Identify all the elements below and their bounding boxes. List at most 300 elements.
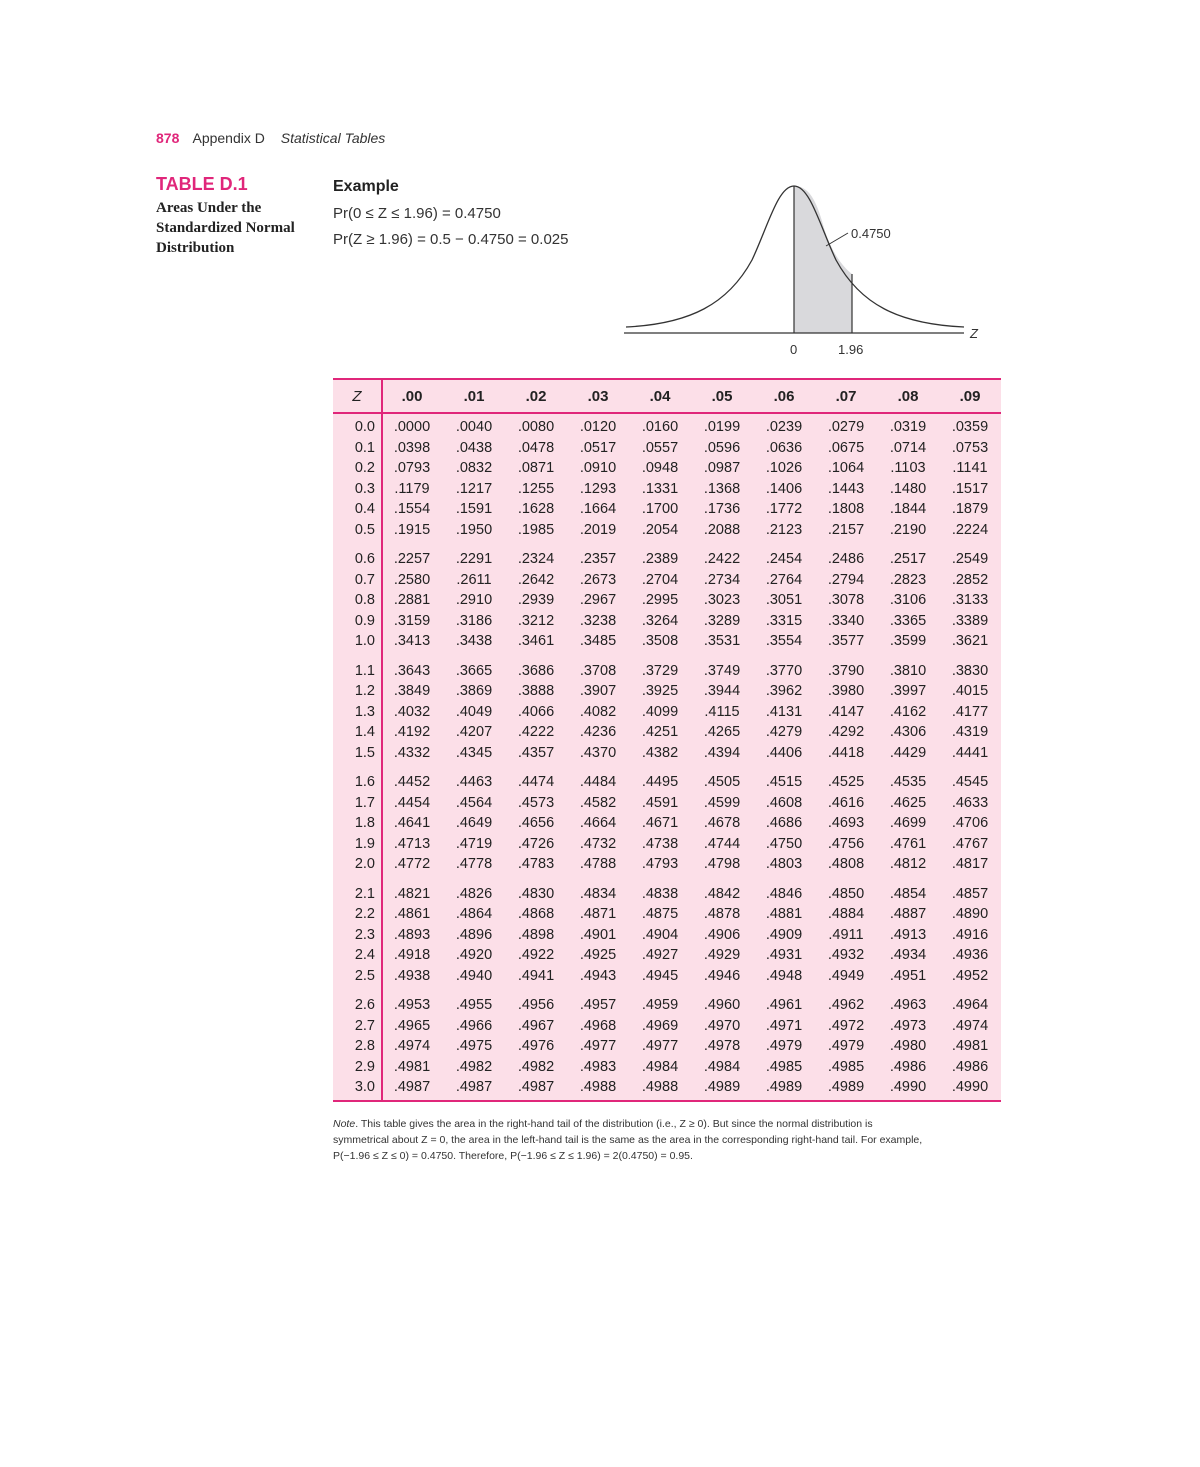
area-value-cell: .3621	[951, 633, 989, 650]
area-value-cell: .0675	[827, 439, 865, 456]
area-value-cell: .4966	[455, 1017, 493, 1034]
z-value-cell: 1.2	[354, 683, 375, 700]
area-value-cell: .4985	[765, 1058, 803, 1075]
area-value-cell: .0517	[579, 439, 617, 456]
area-value-cell: .4738	[641, 835, 679, 852]
area-value-cell: .0596	[703, 439, 741, 456]
area-label: 0.4750	[851, 226, 891, 241]
area-value-cell: .4452	[393, 774, 431, 791]
area-value-cell: .4864	[455, 906, 493, 923]
area-value-cell: .4394	[703, 744, 741, 761]
area-value-cell: .4974	[951, 1017, 989, 1034]
table-row	[333, 520, 1001, 541]
area-value-cell: .1103	[890, 460, 926, 477]
area-value-cell: .3051	[765, 592, 803, 609]
table-row	[333, 925, 1001, 946]
area-value-cell: .1217	[455, 480, 493, 497]
area-value-cell: .4463	[455, 774, 493, 791]
area-value-cell: .3749	[703, 662, 741, 679]
area-value-cell: .3531	[703, 633, 741, 650]
area-value-cell: .4850	[827, 885, 865, 902]
running-head	[156, 130, 385, 146]
area-value-cell: .4099	[641, 703, 679, 720]
area-value-cell: .4803	[765, 856, 803, 873]
area-value-cell: .3997	[889, 683, 927, 700]
area-value-cell: .4649	[455, 815, 493, 832]
table-row	[333, 875, 1001, 905]
area-value-cell: .4951	[889, 967, 927, 984]
area-value-cell: .4974	[393, 1038, 431, 1055]
area-value-cell: .4545	[951, 774, 989, 791]
z-value-cell: 0.9	[354, 612, 375, 629]
area-value-cell: .4713	[393, 835, 431, 852]
area-value-cell: .4857	[951, 885, 989, 902]
area-value-cell: .4987	[517, 1079, 555, 1096]
area-value-cell: .4989	[765, 1079, 803, 1096]
area-value-cell: .4406	[765, 744, 803, 761]
area-value-cell: .4936	[951, 947, 989, 964]
table-row	[333, 945, 1001, 966]
area-value-cell: .4633	[951, 794, 989, 811]
area-value-cell: .4904	[641, 926, 679, 943]
z-value-cell: 0.2	[354, 460, 375, 477]
area-value-cell: .4906	[703, 926, 741, 943]
area-value-cell: .3830	[951, 662, 989, 679]
area-value-cell: .4656	[517, 815, 555, 832]
area-value-cell: .4599	[703, 794, 741, 811]
table-row	[333, 413, 1001, 438]
area-value-cell: .4744	[703, 835, 741, 852]
z-value-cell: 2.0	[354, 856, 375, 873]
area-value-cell: .4922	[517, 947, 555, 964]
table-row	[333, 652, 1001, 682]
z-value-cell: 1.3	[354, 703, 375, 720]
area-value-cell: .4279	[765, 724, 803, 741]
area-value-cell: .4838	[641, 885, 679, 902]
area-value-cell: .3708	[579, 662, 617, 679]
area-value-cell: .4946	[703, 967, 741, 984]
area-value-cell: .4177	[951, 703, 989, 720]
area-value-cell: .2881	[393, 592, 431, 609]
area-value-cell: .1406	[765, 480, 803, 497]
column-header: .06	[773, 388, 795, 405]
area-value-cell: .4788	[579, 856, 617, 873]
area-value-cell: .0478	[517, 439, 555, 456]
area-value-cell: .4693	[827, 815, 865, 832]
example-line-1: Pr(0 ≤ Z ≤ 1.96) = 0.4750	[333, 205, 501, 222]
area-value-cell: .4981	[951, 1038, 989, 1055]
area-value-cell: .4952	[951, 967, 989, 984]
area-value-cell: .4834	[579, 885, 617, 902]
area-value-cell: .4956	[517, 997, 555, 1014]
z-value-cell: 0.4	[354, 501, 375, 518]
area-value-cell: .4625	[889, 794, 927, 811]
table-row	[333, 479, 1001, 500]
area-value-cell: .4292	[827, 724, 865, 741]
area-value-cell: .0398	[393, 439, 431, 456]
area-value-cell: .2852	[951, 571, 989, 588]
area-value-cell: .3289	[703, 612, 741, 629]
area-value-cell: .4986	[951, 1058, 989, 1075]
area-value-cell: .1480	[889, 480, 927, 497]
area-value-cell: .3577	[827, 633, 865, 650]
example-title: Example	[333, 178, 399, 195]
area-value-cell: .4726	[517, 835, 555, 852]
area-leader	[826, 233, 848, 246]
area-value-cell: .4664	[579, 815, 617, 832]
z-value-cell: 1.5	[354, 744, 375, 761]
area-value-cell: .4370	[579, 744, 617, 761]
area-value-cell: .4934	[889, 947, 927, 964]
area-value-cell: .0000	[393, 419, 431, 436]
table-row	[333, 590, 1001, 611]
area-value-cell: .3106	[889, 592, 927, 609]
area-value-cell: .4732	[579, 835, 617, 852]
area-value-cell: .4901	[579, 926, 617, 943]
area-value-cell: .4980	[889, 1038, 927, 1055]
area-value-cell: .3023	[703, 592, 741, 609]
area-value-cell: .0753	[951, 439, 989, 456]
area-value-cell: .2823	[889, 571, 927, 588]
area-value-cell: .1736	[703, 501, 741, 518]
z-value-cell: 1.9	[354, 835, 375, 852]
note-label: Note	[333, 1118, 356, 1130]
area-value-cell: .3238	[579, 612, 617, 629]
z-value-cell: 1.4	[354, 724, 375, 741]
z-value-cell: 0.3	[354, 480, 375, 497]
z-value-cell: 2.7	[354, 1017, 375, 1034]
z-value-cell: 1.1	[354, 662, 375, 679]
column-header: .04	[649, 388, 671, 405]
area-value-cell: .3599	[889, 633, 927, 650]
area-value-cell: .0160	[641, 419, 679, 436]
table-row	[333, 702, 1001, 723]
area-value-cell: .4564	[455, 794, 493, 811]
area-value-cell: .1026	[765, 460, 803, 477]
area-value-cell: .4971	[765, 1017, 803, 1034]
area-value-cell: .4979	[827, 1038, 865, 1055]
area-value-cell: .4898	[517, 926, 555, 943]
area-value-cell: .2673	[579, 571, 617, 588]
area-value-cell: .2357	[579, 551, 617, 568]
column-header: .03	[587, 388, 609, 405]
area-value-cell: .4332	[393, 744, 431, 761]
area-value-cell: .1517	[951, 480, 989, 497]
area-value-cell: .4854	[889, 885, 927, 902]
z-value-cell: 3.0	[354, 1079, 375, 1096]
area-value-cell: .3962	[765, 683, 803, 700]
area-value-cell: .0080	[517, 419, 555, 436]
area-value-cell: .0040	[455, 419, 493, 436]
area-value-cell: .4641	[393, 815, 431, 832]
area-value-cell: .3770	[765, 662, 803, 679]
z-value-cell: 2.9	[354, 1058, 375, 1075]
column-header: .07	[835, 388, 857, 405]
z-value-cell: 2.6	[354, 997, 375, 1014]
area-value-cell: .4251	[641, 724, 679, 741]
area-value-cell: .2123	[765, 521, 803, 538]
area-value-cell: .1664	[579, 501, 617, 518]
area-value-cell: .2454	[765, 551, 803, 568]
table-row	[333, 722, 1001, 743]
area-value-cell: .2995	[641, 592, 679, 609]
table-row	[333, 763, 1001, 793]
area-value-cell: .4686	[765, 815, 803, 832]
area-value-cell: .3264	[641, 612, 679, 629]
area-value-cell: .1331	[641, 480, 679, 497]
table-row	[333, 904, 1001, 925]
area-value-cell: .4988	[579, 1079, 617, 1096]
area-value-cell: .3810	[889, 662, 927, 679]
z-value-cell: 2.3	[354, 926, 375, 943]
area-value-cell: .4846	[765, 885, 803, 902]
z-value-cell: 0.8	[354, 592, 375, 609]
table-row	[333, 986, 1001, 1016]
area-value-cell: .4970	[703, 1017, 741, 1034]
area-value-cell: .0199	[703, 419, 741, 436]
corner-cell: Z	[352, 388, 362, 405]
area-value-cell: .0359	[951, 419, 989, 436]
table-row	[333, 793, 1001, 814]
z-value-cell: 1.6	[354, 774, 375, 791]
area-value-cell: .4812	[889, 856, 927, 873]
area-value-cell: .4767	[951, 835, 989, 852]
area-value-cell: .2794	[827, 571, 865, 588]
column-header: .09	[959, 388, 981, 405]
area-value-cell: .2611	[456, 571, 492, 588]
area-value-cell: .4953	[393, 997, 431, 1014]
table-row	[333, 813, 1001, 834]
area-value-cell: .4756	[827, 835, 865, 852]
area-value-cell: .3461	[517, 633, 555, 650]
area-value-cell: .1443	[827, 480, 865, 497]
area-value-cell: .4793	[641, 856, 679, 873]
shaded-area	[794, 186, 852, 333]
table-row	[333, 631, 1001, 652]
area-value-cell: .4911	[828, 926, 864, 943]
table-label: TABLE D.1	[156, 174, 248, 194]
area-value-cell: .2088	[703, 521, 741, 538]
area-value-cell: .4938	[393, 967, 431, 984]
area-value-cell: .0793	[393, 460, 431, 477]
area-value-cell: .4115	[704, 703, 740, 720]
area-value-cell: .4049	[455, 703, 493, 720]
z-value-cell: 1.8	[354, 815, 375, 832]
area-value-cell: .2190	[889, 521, 927, 538]
area-value-cell: .4981	[393, 1058, 431, 1075]
area-value-cell: .4990	[889, 1079, 927, 1096]
area-value-cell: .2642	[517, 571, 555, 588]
area-value-cell: .0239	[765, 419, 803, 436]
z-value-cell: 2.5	[354, 967, 375, 984]
area-value-cell: .1985	[517, 521, 555, 538]
area-value-cell: .4979	[765, 1038, 803, 1055]
area-value-cell: .4750	[765, 835, 803, 852]
area-value-cell: .4925	[579, 947, 617, 964]
area-value-cell: .4706	[951, 815, 989, 832]
area-value-cell: .0910	[579, 460, 617, 477]
area-value-cell: .4591	[641, 794, 679, 811]
area-value-cell: .4977	[641, 1038, 679, 1055]
area-value-cell: .4972	[827, 1017, 865, 1034]
area-value-cell: .3389	[951, 612, 989, 629]
area-value-cell: .4983	[579, 1058, 617, 1075]
area-value-cell: .4963	[889, 997, 927, 1014]
area-value-cell: .4783	[517, 856, 555, 873]
normal-curve-svg	[620, 176, 990, 366]
z-table	[333, 378, 1001, 1102]
z-value-cell: 2.1	[354, 885, 375, 902]
area-value-cell: .4887	[889, 906, 927, 923]
table-row	[333, 854, 1001, 875]
area-value-cell: .1915	[393, 521, 431, 538]
area-value-cell: .4871	[579, 906, 617, 923]
area-value-cell: .4525	[827, 774, 865, 791]
table-note	[333, 1116, 1001, 1164]
area-value-cell: .2422	[703, 551, 741, 568]
area-value-cell: .4066	[517, 703, 555, 720]
area-value-cell: .3944	[703, 683, 741, 700]
area-value-cell: .1179	[394, 480, 430, 497]
area-value-cell: .0948	[641, 460, 679, 477]
area-value-cell: .4878	[703, 906, 741, 923]
area-value-cell: .0871	[517, 460, 555, 477]
area-value-cell: .3980	[827, 683, 865, 700]
area-value-cell: .4418	[827, 744, 865, 761]
area-value-cell: .3888	[517, 683, 555, 700]
area-value-cell: .2580	[393, 571, 431, 588]
table-row	[333, 611, 1001, 632]
area-value-cell: .1591	[455, 501, 493, 518]
area-value-cell: .4265	[703, 724, 741, 741]
area-value-cell: .4984	[641, 1058, 679, 1075]
area-value-cell: .3925	[641, 683, 679, 700]
area-value-cell: .4162	[889, 703, 927, 720]
area-value-cell: .4989	[827, 1079, 865, 1096]
area-value-cell: .2019	[579, 521, 617, 538]
area-value-cell: .1950	[455, 521, 493, 538]
area-value-cell: .4948	[765, 967, 803, 984]
area-value-cell: .4929	[703, 947, 741, 964]
area-value-cell: .4893	[393, 926, 431, 943]
area-value-cell: .4949	[827, 967, 865, 984]
area-value-cell: .0438	[455, 439, 493, 456]
z-value-cell: 0.6	[354, 551, 375, 568]
subsection-title: Statistical Tables	[280, 130, 386, 146]
area-value-cell: .3907	[579, 683, 617, 700]
note-line-3: P(−1.96 ≤ Z ≤ 0) = 0.4750. Therefore, P(−1.96 ≤ Z ≤ 1.96) = 2(0.4750) = 0.95.	[333, 1150, 693, 1162]
z-value-cell: 2.4	[354, 947, 375, 964]
area-value-cell: .4761	[889, 835, 927, 852]
area-value-cell: .4495	[641, 774, 679, 791]
area-value-cell: .3485	[579, 633, 617, 650]
area-value-cell: .4985	[827, 1058, 865, 1075]
z-value-cell: 0.0	[354, 419, 375, 436]
area-value-cell: .4987	[455, 1079, 493, 1096]
area-value-cell: .4719	[455, 835, 493, 852]
area-value-cell: .4826	[455, 885, 493, 902]
area-value-cell: .4940	[455, 967, 493, 984]
area-value-cell: .4474	[517, 774, 555, 791]
area-value-cell: .4608	[765, 794, 803, 811]
area-value-cell: .4945	[641, 967, 679, 984]
area-value-cell: .3665	[455, 662, 493, 679]
area-value-cell: .4441	[951, 744, 989, 761]
area-value-cell: .4535	[889, 774, 927, 791]
area-value-cell: .2910	[455, 592, 493, 609]
area-value-cell: .4959	[641, 997, 679, 1014]
area-value-cell: .1554	[393, 501, 431, 518]
area-value-cell: .4977	[579, 1038, 617, 1055]
area-value-cell: .4943	[579, 967, 617, 984]
area-value-cell: .4884	[827, 906, 865, 923]
area-value-cell: .4015	[951, 683, 989, 700]
area-value-cell: .4082	[579, 703, 617, 720]
area-value-cell: .1255	[517, 480, 555, 497]
column-header: .08	[897, 388, 919, 405]
area-value-cell: .0319	[889, 419, 927, 436]
area-value-cell: .1293	[579, 480, 617, 497]
area-value-cell: .4941	[517, 967, 555, 984]
area-value-cell: .4932	[827, 947, 865, 964]
area-value-cell: .3643	[393, 662, 431, 679]
table-row	[333, 743, 1001, 764]
area-value-cell: .3686	[517, 662, 555, 679]
column-header: .05	[711, 388, 733, 405]
area-value-cell: .2764	[765, 571, 803, 588]
area-value-cell: .4982	[517, 1058, 555, 1075]
table-row	[333, 458, 1001, 479]
area-value-cell: .2549	[951, 551, 989, 568]
area-value-cell: .4927	[641, 947, 679, 964]
note-line-2: symmetrical about Z = 0, the area in the left-hand tail is the same as the area in the corresponding right-hand tail. For example,	[333, 1134, 923, 1146]
example-line-2: Pr(Z ≥ 1.96) = 0.5 − 0.4750 = 0.025	[333, 231, 569, 248]
area-value-cell: .4909	[765, 926, 803, 943]
area-value-cell: .2224	[951, 521, 989, 538]
table-row	[333, 1036, 1001, 1057]
area-value-cell: .2291	[455, 551, 493, 568]
area-value-cell: .2734	[703, 571, 741, 588]
area-value-cell: .4916	[951, 926, 989, 943]
area-value-cell: .4454	[393, 794, 431, 811]
area-value-cell: .4861	[393, 906, 431, 923]
area-value-cell: .4306	[889, 724, 927, 741]
area-value-cell: .4798	[703, 856, 741, 873]
area-value-cell: .4962	[827, 997, 865, 1014]
area-value-cell: .4678	[703, 815, 741, 832]
table-row	[333, 570, 1001, 591]
area-value-cell: .4967	[517, 1017, 555, 1034]
area-value-cell: .4808	[827, 856, 865, 873]
area-value-cell: .4671	[641, 815, 679, 832]
area-value-cell: .0557	[641, 439, 679, 456]
area-value-cell: .4989	[703, 1079, 741, 1096]
area-value-cell: .3729	[641, 662, 679, 679]
area-value-cell: .2054	[641, 521, 679, 538]
area-value-cell: .0636	[765, 439, 803, 456]
area-value-cell: .2257	[393, 551, 431, 568]
area-value-cell: .3078	[827, 592, 865, 609]
area-value-cell: .4986	[889, 1058, 927, 1075]
area-value-cell: .4821	[393, 885, 431, 902]
area-value-cell: .4896	[455, 926, 493, 943]
area-value-cell: .4699	[889, 815, 927, 832]
area-value-cell: .4969	[641, 1017, 679, 1034]
area-value-cell: .1064	[827, 460, 865, 477]
table-row	[333, 438, 1001, 459]
table-row	[333, 966, 1001, 987]
area-value-cell: .4830	[517, 885, 555, 902]
